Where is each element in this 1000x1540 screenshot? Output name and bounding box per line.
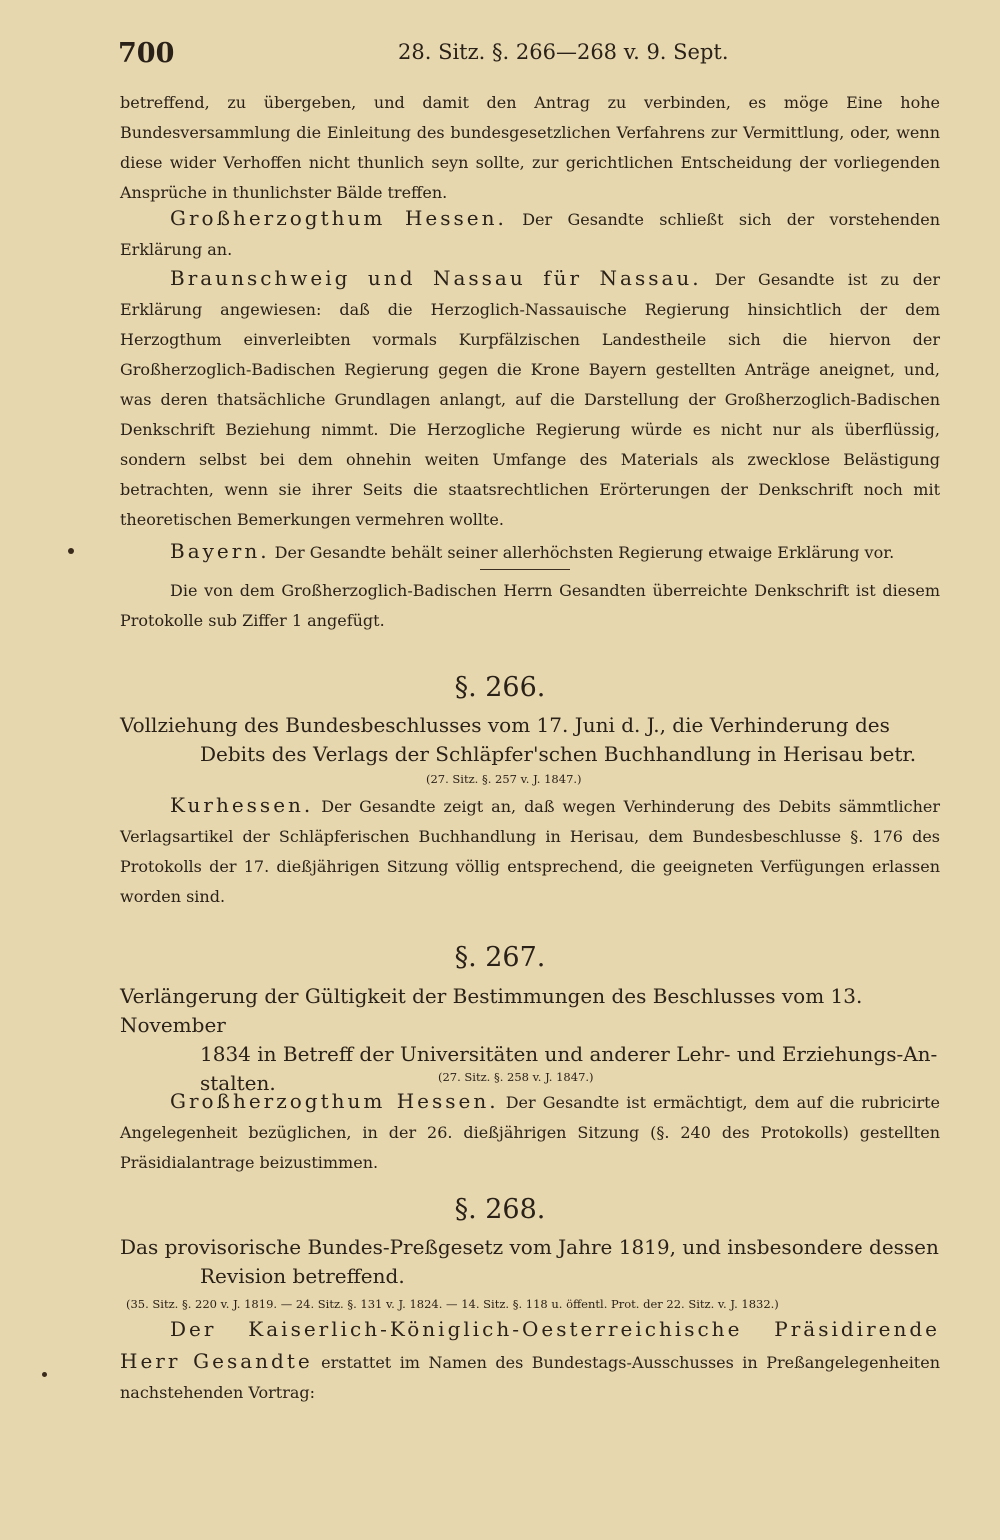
- speaker-name: Kurhessen.: [170, 793, 314, 817]
- section-267-title: Verlängerung der Gültigkeit der Bestimmungen des Beschlusses vom 13. November 1834 in Betreff der Universitäten und anderer Lehr- und Erziehungs-An- stalten.: [120, 984, 938, 1095]
- speaker-name: Braunschweig und Nassau für Nassau.: [170, 266, 702, 290]
- page-number: 700: [118, 38, 175, 69]
- paragraph-2: Großherzogthum Hessen. Der Gesandte schließt sich der vorstehenden Erklärung an.: [120, 206, 940, 259]
- speaker-name: Großherzogthum Hessen.: [170, 206, 507, 230]
- ink-speck: [42, 1372, 47, 1377]
- section-268-reference: (35. Sitz. §. 220 v. J. 1819. — 24. Sitz. §. 131 v. J. 1824. — 14. Sitz. §. 118 u. öffentl. Prot. der 22. Sitz. v. J. 1832.): [126, 1297, 779, 1311]
- page-header: [118, 38, 938, 74]
- separator-rule: [480, 569, 570, 570]
- section-268-body: Der Kaiserlich-Königlich-Oesterreichische Präsidirende Herr Gesandte erstattet im Namen des Bundestags-Ausschusses in Preßangelegenheiten nachstehenden Vortrag:: [120, 1317, 941, 1402]
- section-266-heading: §. 266.: [454, 672, 546, 703]
- section-267-heading: §. 267.: [454, 942, 546, 973]
- paragraph-1: betreffend, zu übergeben, und damit den Antrag zu verbinden, es möge Eine hohe Bundesversammlung die Einleitung des bundesgesetzlichen Verfahrens zur Vermittlung, oder, wenn diese wider Verhoffen nicht thunlich seyn sollte, zur gerichtlichen Entscheidung der vorliegenden Ansprüche in thunlichster Bälde treffen.: [120, 93, 940, 202]
- ink-speck: [68, 548, 74, 554]
- section-268-heading: §. 268.: [454, 1194, 546, 1225]
- speaker-name: Bayern.: [170, 539, 270, 563]
- section-267-body: Großherzogthum Hessen. Der Gesandte ist ermächtigt, dem auf die rubricirte Angelegenheit bezüglichen, in der 26. dießjährigen Sitzung (§. 240 des Protokolls) gestellten Präsidialantrage beizustimmen.: [120, 1089, 940, 1172]
- running-head: 28. Sitz. §. 266—268 v. 9. Sept.: [398, 40, 729, 64]
- paragraph-4: Bayern. Der Gesandte behält seiner allerhöchsten Regierung etwaige Erklärung vor.: [170, 539, 895, 563]
- paragraph-5: Die von dem Großherzoglich-Badischen Herrn Gesandten überreichte Denkschrift ist diesem Protokolle sub Ziffer 1 angefügt.: [120, 581, 940, 630]
- section-267-reference: (27. Sitz. §. 258 v. J. 1847.): [438, 1070, 594, 1084]
- paragraph-3: Braunschweig und Nassau für Nassau. Der Gesandte ist zu der Erklärung angewiesen: daß die Herzoglich-Nassauische Regierung hinsichtlich der dem Herzogthum einverleibten vormals Kurpfälzischen Landestheile sich die hiervon der Großherzoglich-Badischen Regierung gegen die Krone Bayern gestellten Anträge aneignet, und, was deren thatsächliche Grundlagen anlangt, auf die Darstellung der Großherzoglich-Badischen Denkschrift Beziehung nimmt. Die Herzogliche Regierung würde es nicht nur als überflüssig, sondern selbst bei dem ohnehin weiten Umfange des Materials als zwecklose Belästigung betrachten, wenn sie ihrer Seits die staatsrechtlichen Erörterungen der Denkschrift noch mit theoretischen Bemerkungen vermehren wollte.: [120, 266, 940, 529]
- section-266-title: Vollziehung des Bundesbeschlusses vom 17. Juni d. J., die Verhinderung des Debits des Verlags der Schläpfer'schen Buchhandlung in Herisau betr.: [120, 713, 917, 766]
- speaker-name: Großherzogthum Hessen.: [170, 1089, 499, 1113]
- section-266-body: Kurhessen. Der Gesandte zeigt an, daß wegen Verhinderung des Debits sämmtlicher Verlagsartikel der Schläpferischen Buchhandlung in Herisau, dem Bundesbeschlusse §. 176 des Protokolls der 17. dießjährigen Sitzung völlig entsprechend, die geeigneten Verfügungen erlassen worden sind.: [120, 793, 940, 906]
- section-266-reference: (27. Sitz. §. 257 v. J. 1847.): [426, 772, 582, 786]
- speaker-name: Der Kaiserlich-Königlich-Oesterreichische Präsidirende Herr Gesandte: [120, 1317, 940, 1373]
- section-268-title: Das provisorische Bundes-Preßgesetz vom Jahre 1819, und insbesondere dessen Revision betreffend.: [120, 1235, 939, 1288]
